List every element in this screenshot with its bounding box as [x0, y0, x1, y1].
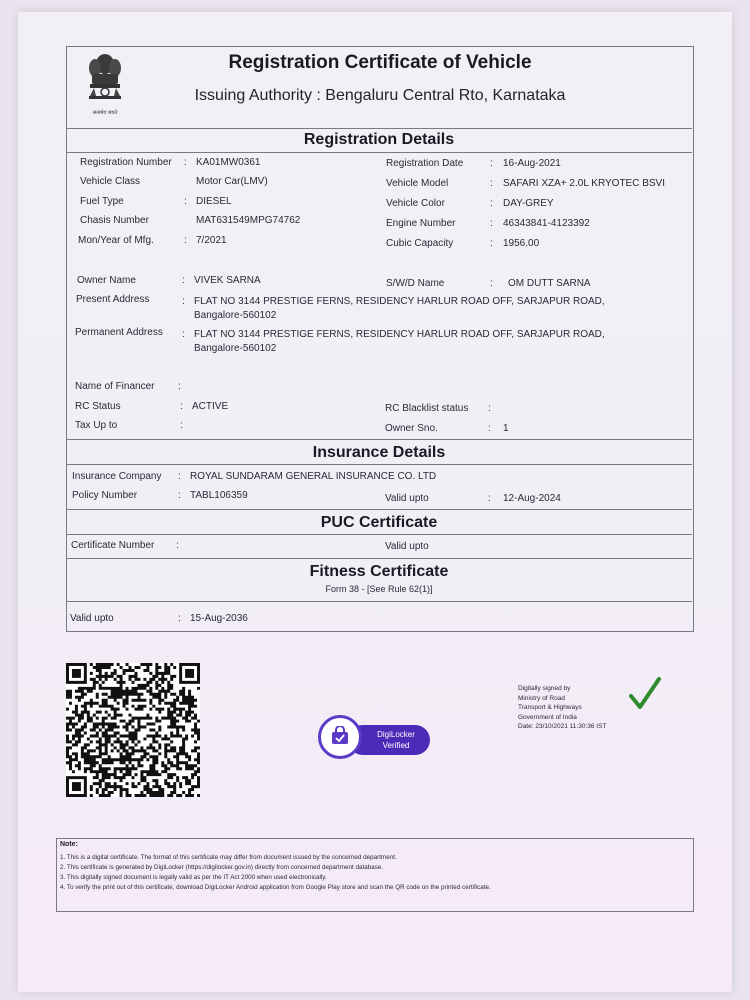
colon: : — [178, 490, 181, 501]
colon: : — [180, 401, 183, 412]
vehicle-class-value: Motor Car(LMV) — [196, 176, 268, 187]
digital-signature-block — [518, 684, 638, 732]
colon: : — [490, 278, 493, 289]
divider — [66, 128, 692, 129]
issuing-authority: Issuing Authority : Bengaluru Central Rto, Karnataka — [194, 87, 566, 104]
divider — [66, 558, 692, 559]
vehicle-color-label: Vehicle Color — [386, 198, 445, 209]
cubic-capacity-value: 1956.00 — [503, 238, 540, 249]
signature-date: Date: 23/10/2021 11:30:36 IST — [518, 723, 607, 730]
colon: : — [490, 238, 493, 249]
fitness-valid-label: Valid upto — [70, 613, 114, 624]
divider — [66, 601, 692, 602]
signature-line: Ministry of Road — [518, 694, 565, 702]
colon: : — [184, 235, 187, 246]
colon: : — [184, 196, 187, 207]
registration-number-label: Registration Number — [80, 157, 172, 168]
qr-code — [66, 663, 200, 797]
insurance-company-label: Insurance Company — [72, 471, 162, 482]
certificate-title: Registration Certificate of Vehicle — [228, 52, 532, 73]
colon: : — [488, 423, 491, 434]
colon: : — [178, 613, 181, 624]
owner-name-label: Owner Name — [77, 275, 136, 286]
policy-number-label: Policy Number — [72, 490, 138, 501]
digilocker-verified-label: Verified — [382, 741, 410, 750]
colon: : — [490, 198, 493, 209]
colon: : — [490, 218, 493, 229]
insurance-valid-value: 12-Aug-2024 — [503, 493, 561, 504]
registration-date-label: Registration Date — [386, 158, 464, 169]
puc-cert-number-label: Certificate Number — [71, 540, 155, 551]
digilocker-icon — [329, 726, 351, 748]
registration-number-value: KA01MW0361 — [196, 157, 261, 168]
note-item: 4. To verify the print out of this certificate, download DigiLocker Android application from Google Play store and scan the QR code on the printed certificate. — [60, 884, 491, 891]
tax-label: Tax Up to — [75, 420, 118, 431]
national-emblem-icon — [82, 48, 128, 118]
colon: : — [182, 329, 185, 340]
divider — [66, 509, 692, 510]
puc-section-title: PUC Certificate — [320, 514, 438, 531]
rc-status-label: RC Status — [75, 401, 121, 412]
chasis-number-value: MAT631549MPG74762 — [196, 215, 301, 226]
present-address-line1: FLAT NO 3144 PRESTIGE FERNS, RESIDENCY HARLUR ROAD OFF, SARJAPUR ROAD, — [194, 296, 605, 307]
owner-sno-label: Owner Sno. — [385, 423, 438, 434]
vehicle-model-value: SAFARI XZA+ 2.0L KRYOTEC BSVI — [503, 178, 666, 189]
note-item: 2. This certificate is generated by DigiLocker (https://digilocker.gov.in) directly from concerned department database. — [60, 864, 384, 871]
colon: : — [490, 178, 493, 189]
owner-name-value: VIVEK SARNA — [194, 275, 261, 286]
insurance-valid-label: Valid upto — [385, 493, 429, 504]
permanent-address-label: Permanent Address — [75, 327, 163, 338]
divider — [66, 464, 692, 465]
present-address-line2: Bangalore-560102 — [194, 310, 277, 321]
emblem-caption: सत्यमेव जयते — [92, 110, 118, 116]
present-address-label: Present Address — [76, 294, 150, 305]
swd-name-value: OM DUTT SARNA — [508, 278, 591, 289]
policy-number-value: TABL106359 — [190, 490, 248, 501]
colon: : — [178, 381, 181, 392]
rc-blacklist-label: RC Blacklist status — [385, 403, 469, 414]
signature-line: Digitally signed by — [518, 685, 571, 692]
engine-number-value: 46343841-4123392 — [503, 218, 590, 229]
mfg-label: Mon/Year of Mfg. — [78, 235, 154, 246]
colon: : — [182, 275, 185, 286]
insurance-company-value: ROYAL SUNDARAM GENERAL INSURANCE CO. LTD — [190, 471, 437, 482]
colon: : — [184, 157, 187, 168]
registration-date-value: 16-Aug-2021 — [503, 158, 561, 169]
note-title: Note: — [60, 841, 78, 848]
verified-check-icon — [628, 676, 662, 712]
note-item: 1. This is a digital certificate. The format of this certificate may differ from document issued by the concerned department. — [60, 854, 397, 861]
signature-line: Transport & Highways — [518, 704, 582, 711]
cubic-capacity-label: Cubic Capacity — [386, 238, 454, 249]
financer-label: Name of Financer — [75, 381, 155, 392]
colon: : — [178, 471, 181, 482]
permanent-address-line2: Bangalore-560102 — [194, 343, 277, 354]
fuel-type-label: Fuel Type — [80, 196, 124, 207]
colon: : — [488, 403, 491, 414]
colon: : — [182, 296, 185, 307]
vehicle-color-value: DAY-GREY — [503, 198, 554, 209]
rc-status-value: ACTIVE — [192, 401, 229, 412]
vehicle-model-label: Vehicle Model — [386, 178, 449, 189]
fitness-valid-value: 15-Aug-2036 — [190, 613, 248, 624]
colon: : — [490, 158, 493, 169]
colon: : — [176, 540, 179, 551]
divider — [66, 534, 692, 535]
signature-line: Government of India — [518, 713, 577, 721]
owner-sno-value: 1 — [503, 423, 509, 434]
mfg-value: 7/2021 — [196, 235, 227, 246]
insurance-section-title: Insurance Details — [312, 444, 446, 461]
colon: : — [180, 420, 183, 431]
swd-name-label: S/W/D Name — [386, 278, 445, 289]
vehicle-class-label: Vehicle Class — [80, 176, 141, 187]
colon: : — [488, 493, 491, 504]
digilocker-verified-badge — [318, 715, 432, 763]
permanent-address-line1: FLAT NO 3144 PRESTIGE FERNS, RESIDENCY HARLUR ROAD OFF, SARJAPUR ROAD, — [194, 329, 605, 340]
note-item: 3. This digitally signed document is legally valid as per the IT Act 2000 when used electronically. — [60, 874, 327, 881]
engine-number-label: Engine Number — [386, 218, 456, 229]
chasis-number-label: Chasis Number — [80, 215, 149, 226]
fitness-section-title: Fitness Certificate — [309, 563, 449, 580]
fitness-subtitle: Form 38 - [See Rule 62(1)] — [325, 584, 433, 594]
digilocker-label: DigiLocker — [377, 730, 415, 739]
registration-section-title: Registration Details — [303, 131, 455, 148]
divider — [66, 152, 692, 153]
divider — [66, 439, 692, 440]
fuel-type-value: DIESEL — [196, 196, 232, 207]
puc-valid-label: Valid upto — [385, 541, 429, 552]
